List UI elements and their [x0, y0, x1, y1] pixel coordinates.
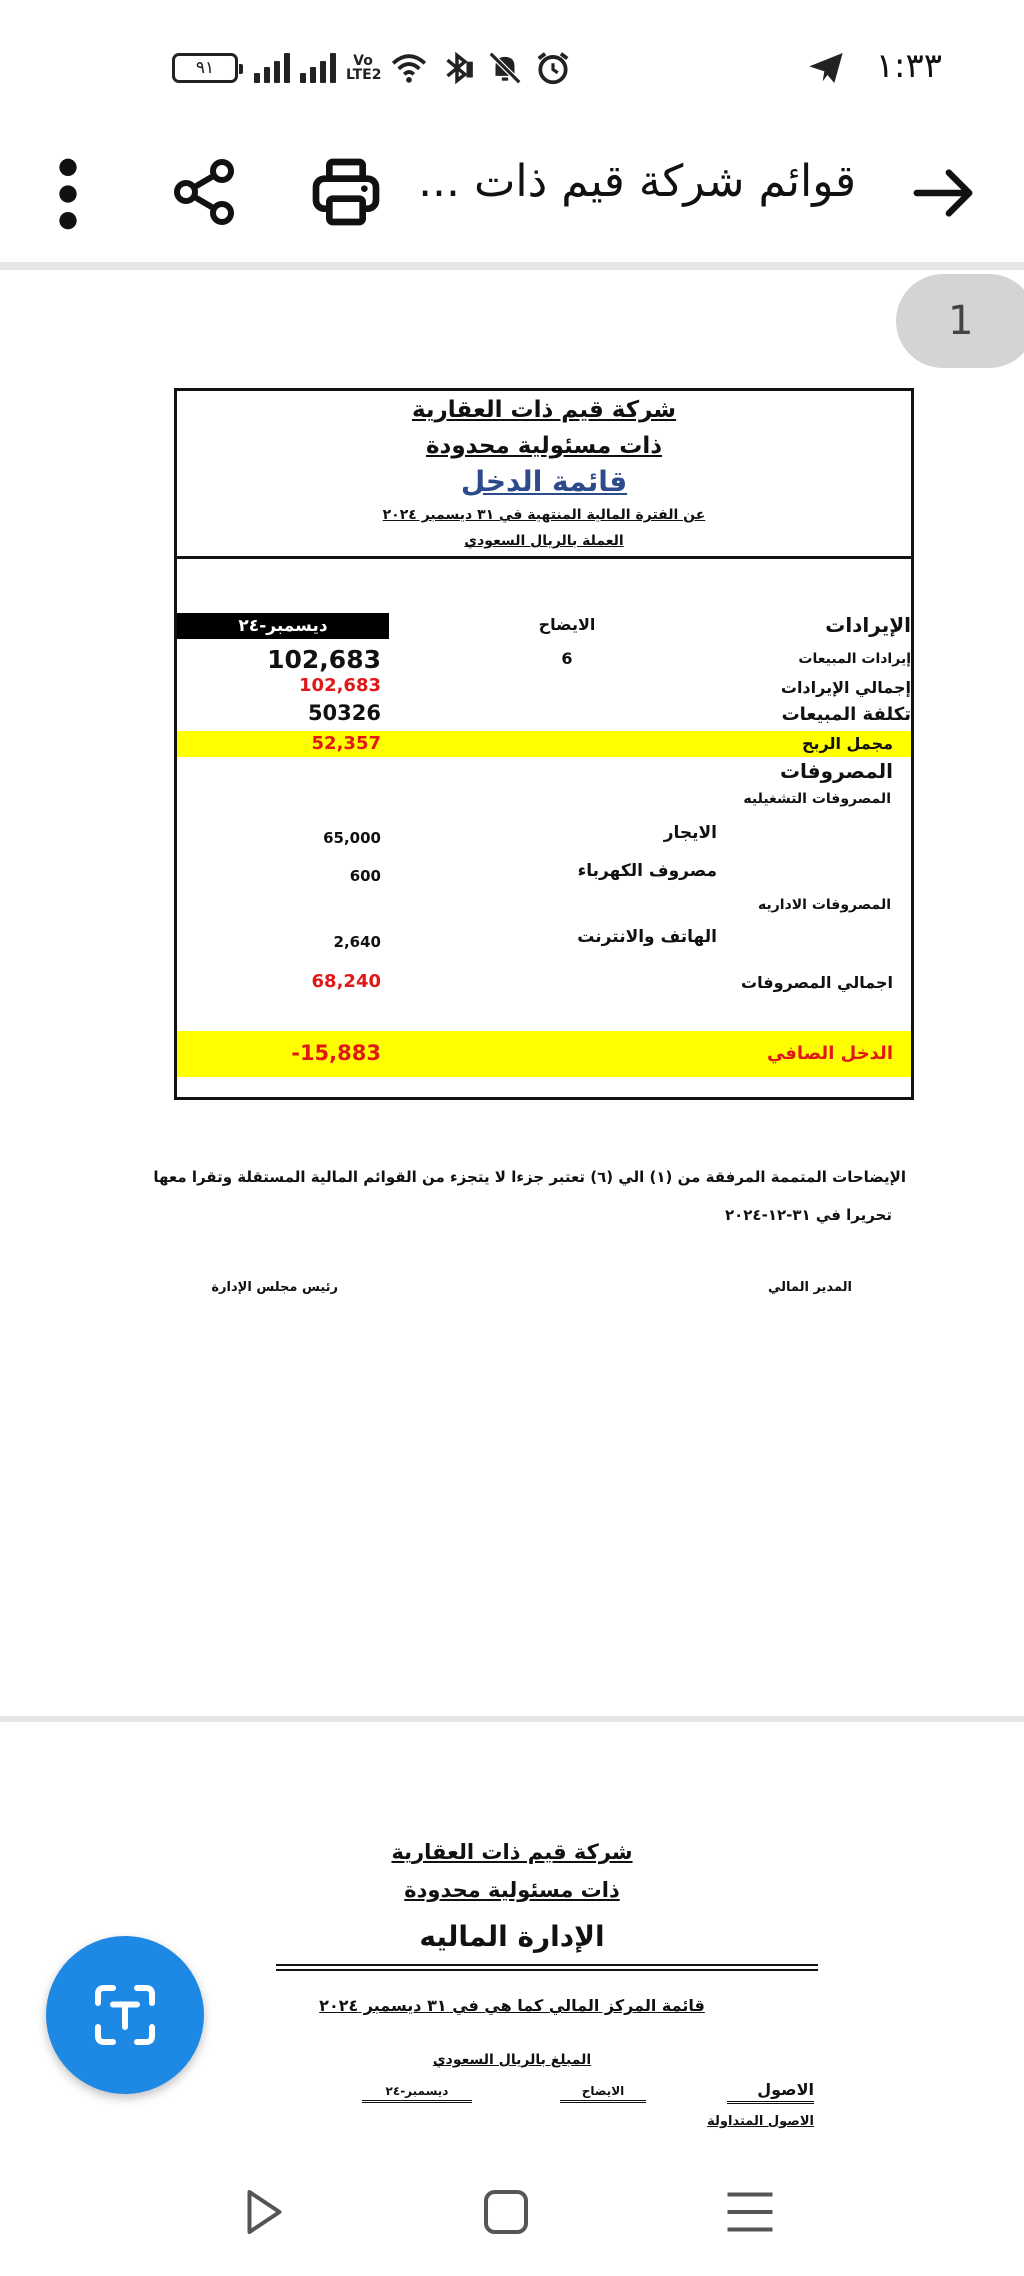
income-statement: [174, 388, 914, 1100]
admin-expenses-heading: المصروفات الاداريه: [757, 897, 891, 913]
p2-note-header: الايضاح: [560, 2084, 646, 2103]
statement-notes-text: الإيضاحات المتممة المرفقة من (١) الي (٦) تعتبر جزءا لا يتجزء من القوائم المالية المستقلة وتقرا معها: [153, 1168, 906, 1186]
phone-internet-row: [177, 927, 911, 955]
electricity-label: مصروف الكهرباء: [577, 861, 717, 881]
document-title: قوائم شركة قيم ذات ...: [418, 156, 856, 207]
date-column-header: ديسمبر-٢٤: [177, 613, 389, 639]
rent-value: 65,000: [323, 829, 381, 847]
gross-profit-label: مجمل الربح: [802, 734, 893, 753]
cost-of-sales-label: تكلفة المبيعات: [781, 704, 911, 725]
print-icon[interactable]: [306, 152, 386, 232]
gross-profit-value: 52,357: [311, 733, 381, 754]
signature-chairman: رئيس مجلس الإدارة: [211, 1280, 338, 1295]
bluetooth-icon: [438, 49, 476, 87]
statement-period: عن الفترة المالية المنتهية في ٣١ ديسمبر ٢٠٢٤: [382, 507, 706, 523]
status-bar: [0, 0, 1024, 130]
p2-assets-header: الاصول: [727, 2080, 814, 2104]
back-arrow-icon[interactable]: [908, 158, 978, 228]
p2-company-name: شركة قيم ذات العقارية: [391, 1840, 633, 1864]
signature-cfo: المدير المالي: [767, 1280, 852, 1295]
alarm-icon: [534, 49, 572, 87]
battery-icon: [172, 53, 238, 83]
total-expenses-row: [177, 969, 911, 997]
expenses-heading: المصروفات: [779, 759, 893, 783]
cost-of-sales-row: [177, 701, 911, 729]
back-triangle-icon[interactable]: [232, 2182, 292, 2242]
network-label: Vo LTE2: [346, 53, 382, 83]
recents-menu-icon[interactable]: [720, 2182, 780, 2242]
total-expenses-label: اجمالي المصروفات: [741, 973, 893, 992]
phone-internet-label: الهاتف والانترنت: [577, 927, 717, 947]
status-icons: [172, 48, 572, 88]
p2-department: الإدارة الماليه: [419, 1920, 605, 1953]
statement-title: قائمة الدخل: [460, 465, 628, 498]
p2-date-header: ديسمبر-٢٤: [362, 2084, 472, 2103]
written-date: تحريرا في ٣١-١٢-٢٠٢٤: [724, 1206, 892, 1224]
column-header-row: [177, 613, 911, 641]
more-vert-icon[interactable]: [48, 154, 88, 234]
page-indicator: 1: [896, 274, 1024, 368]
legal-form: ذات مسئولية محدودة: [425, 433, 663, 459]
total-revenue-value: 102,683: [299, 675, 381, 696]
signal-icon-2: [300, 53, 336, 83]
note-column-header: الايضاح: [538, 615, 596, 634]
status-time: ١:٣٣: [875, 46, 942, 86]
phone-internet-value: 2,640: [333, 933, 381, 951]
total-revenue-row: [177, 675, 911, 701]
operating-expenses-heading: المصروفات التشغيليه: [743, 791, 891, 807]
text-scan-button[interactable]: [46, 1936, 204, 2094]
gross-profit-row: [177, 731, 911, 757]
total-revenue-label: إجمالي الإيرادات: [780, 678, 911, 697]
battery-level: ٩١: [195, 58, 215, 78]
sales-revenue-label: إيرادات المبيعات: [798, 651, 911, 667]
p2-statement-title: قائمة المركز المالي كما هي في ٣١ ديسمبر ٢٠٢٤: [319, 1996, 705, 2015]
share-icon[interactable]: [168, 156, 240, 228]
signal-icon: [254, 53, 290, 83]
p2-currency: المبلغ بالريال السعودي: [432, 2052, 592, 2068]
expenses-heading-row: [177, 759, 911, 789]
mute-icon: [486, 49, 524, 87]
statement-currency: العملة بالريال السعودي: [464, 533, 624, 549]
home-square-icon[interactable]: [476, 2182, 536, 2242]
app-bar: [0, 130, 1024, 262]
p2-legal-form: ذات مسئولية محدودة: [404, 1878, 620, 1902]
net-income-value: -15,883: [291, 1041, 381, 1065]
p2-rule-1: [276, 1964, 818, 1966]
operating-expenses-heading-row: [177, 791, 911, 815]
rent-label: الايجار: [663, 823, 717, 843]
wifi-icon: [390, 49, 428, 87]
cost-of-sales-value: 50326: [307, 701, 381, 725]
sales-revenue-note: 6: [561, 649, 573, 668]
sales-revenue-value: 102,683: [267, 645, 381, 674]
electricity-value: 600: [349, 867, 381, 885]
system-nav-bar: [0, 2152, 1024, 2276]
revenues-heading: الإيرادات: [825, 613, 911, 637]
header-divider: [0, 262, 1024, 270]
p2-rule-2: [276, 1969, 818, 1971]
net-income-label: الدخل الصافي: [766, 1043, 893, 1064]
admin-expenses-heading-row: [177, 897, 911, 921]
rent-row: [177, 823, 911, 851]
text-scan-icon: [89, 1979, 161, 2051]
company-name: شركة قيم ذات العقارية: [411, 397, 677, 423]
electricity-row: [177, 861, 911, 889]
telegram-icon: [806, 48, 846, 88]
p2-current-assets: الاصول المتداولة: [707, 2114, 814, 2129]
statement-header: [177, 391, 911, 559]
net-income-row: [177, 1031, 911, 1077]
sales-revenue-row: [177, 645, 911, 673]
total-expenses-value: 68,240: [311, 971, 381, 992]
